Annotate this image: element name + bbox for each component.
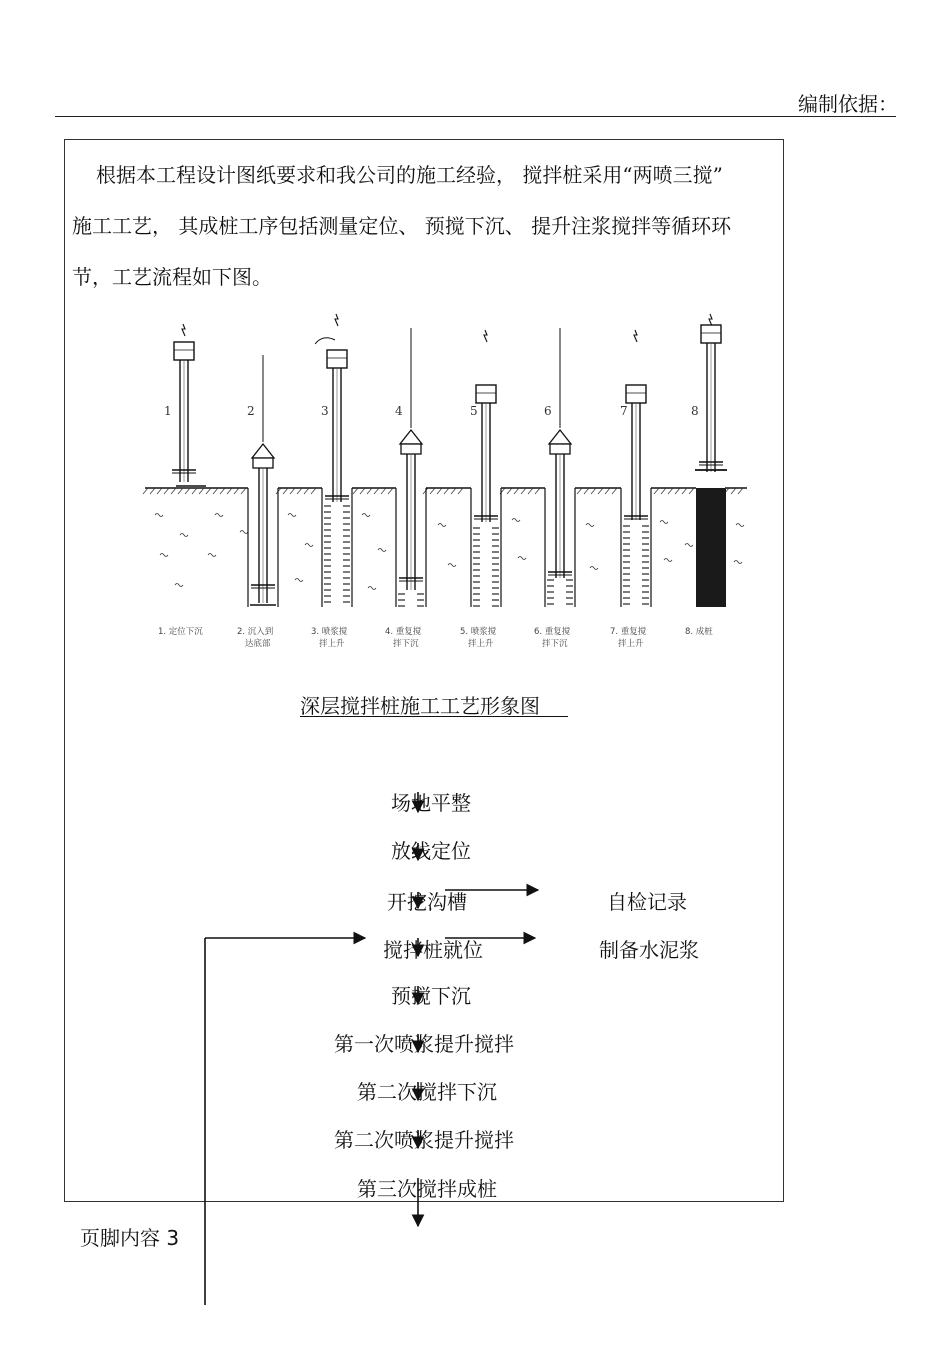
stage-label: 拌上升 [468, 639, 494, 649]
soil-mark [590, 567, 598, 570]
cone-head [400, 430, 422, 444]
soil-mark [685, 544, 693, 547]
ground-hatch [591, 488, 596, 494]
ground-hatch [297, 488, 302, 494]
power-mark [182, 324, 185, 336]
ground-hatch [353, 488, 358, 494]
flow-step-2: 放线定位 [391, 839, 471, 863]
ground-hatch [213, 488, 218, 494]
soil-mark [175, 584, 183, 587]
cone-head [549, 430, 571, 444]
ground-hatch [185, 488, 190, 494]
ground-hatch [451, 488, 456, 494]
ground-hatch [234, 488, 239, 494]
soil-mark [160, 554, 168, 557]
stage-number: 8 [691, 404, 699, 418]
soil-mark [512, 519, 520, 522]
flow-step-3: 开挖沟槽 [387, 890, 467, 914]
ground-hatch [143, 488, 148, 494]
ground-hatch [661, 488, 666, 494]
ground-hatch [381, 488, 386, 494]
soil-mark [288, 514, 296, 517]
stage-label: 7. 重复搅 [610, 627, 647, 637]
stage-label: 3. 喷浆搅 [311, 627, 348, 637]
ground-hatch [199, 488, 204, 494]
ground-hatch [731, 488, 736, 494]
intro-line: 根据本工程设计图纸要求和我公司的施工经验， 搅拌桩采用“两喷三搅” [96, 163, 723, 187]
soil-mark [215, 514, 223, 517]
ground-hatch [507, 488, 512, 494]
ground-hatch [458, 488, 463, 494]
header-rule [55, 116, 896, 117]
soil-mark [438, 524, 446, 527]
cone-head-body [401, 444, 421, 454]
stage-number: 1 [164, 404, 172, 418]
ground-hatch [535, 488, 540, 494]
motor-head [174, 342, 194, 360]
stage-label: 8. 成桩 [685, 627, 713, 637]
power-mark [634, 330, 637, 342]
soil-mark [378, 549, 386, 552]
ground-hatch [437, 488, 442, 494]
ground-hatch [164, 488, 169, 494]
soil-mark [368, 587, 376, 590]
process-diagram [140, 310, 750, 655]
soil-mark [362, 514, 370, 517]
motor-head [476, 385, 496, 403]
stage-label: 拌下沉 [393, 639, 419, 649]
ground-hatch [689, 488, 694, 494]
ground-hatch [227, 488, 232, 494]
ground-hatch [367, 488, 372, 494]
cone-head-body [550, 444, 570, 454]
soil-mark [295, 579, 303, 582]
side-step-cement-slurry: 制备水泥浆 [599, 938, 699, 962]
ground-hatch [241, 488, 246, 494]
cone-head [252, 444, 274, 458]
soil-mark [448, 564, 456, 567]
soil-mark [208, 554, 216, 557]
stage-label: 2. 沉入到 [237, 627, 274, 637]
caption-underline [300, 716, 568, 717]
ground-hatch [654, 488, 659, 494]
ground-hatch [514, 488, 519, 494]
soil-mark [736, 524, 744, 527]
intro-line: 节，工艺流程如下图。 [72, 265, 272, 289]
stage-number: 2 [247, 404, 255, 418]
stage-number: 3 [321, 404, 329, 418]
ground-hatch [290, 488, 295, 494]
ground-hatch [444, 488, 449, 494]
motor-head [701, 325, 721, 343]
stage-number: 7 [620, 404, 628, 418]
stage-label: 达底部 [245, 639, 271, 649]
stage-label: 6. 重复搅 [534, 627, 571, 637]
ground-hatch [150, 488, 155, 494]
ground-hatch [598, 488, 603, 494]
power-mark [709, 314, 712, 326]
ground-hatch [682, 488, 687, 494]
ground-hatch [178, 488, 183, 494]
ground-hatch [171, 488, 176, 494]
ground-hatch [388, 488, 393, 494]
soil-mark [518, 557, 526, 560]
stage-label: 1. 定位下沉 [158, 627, 203, 637]
ground-hatch [612, 488, 617, 494]
flow-step-9: 第三次搅拌成桩 [357, 1177, 497, 1201]
soil-mark [180, 534, 188, 537]
ground-hatch [283, 488, 288, 494]
ground-hatch [577, 488, 582, 494]
ground-hatch [430, 488, 435, 494]
figure-caption: 深层搅拌桩施工工艺形象图 [300, 694, 540, 718]
ground-hatch [521, 488, 526, 494]
soil-mark [240, 531, 248, 534]
stage-label: 4. 重复搅 [385, 627, 422, 637]
ground-hatch [738, 488, 743, 494]
ground-hatch [668, 488, 673, 494]
ground-hatch [605, 488, 610, 494]
intro-paragraph [72, 150, 772, 303]
stage-label: 5. 喷浆搅 [460, 627, 497, 637]
soil-mark [664, 559, 672, 562]
flow-step-8: 第二次喷浆提升搅拌 [334, 1128, 514, 1152]
ground-hatch [220, 488, 225, 494]
flow-step-7: 第二次搅拌下沉 [357, 1080, 497, 1104]
ground-hatch [675, 488, 680, 494]
flow-step-5: 预搅下沉 [391, 984, 471, 1008]
cone-head-body [253, 458, 273, 468]
stage-label: 拌上升 [618, 639, 644, 649]
ground-hatch [311, 488, 316, 494]
side-step-self-check: 自检记录 [607, 890, 687, 914]
soil-mark [155, 514, 163, 517]
flow-step-1: 场地平整 [391, 791, 471, 815]
soil-mark [305, 544, 313, 547]
ground-hatch [374, 488, 379, 494]
stage-number: 5 [470, 404, 478, 418]
power-mark [335, 314, 338, 326]
ground-hatch [157, 488, 162, 494]
ground-hatch [192, 488, 197, 494]
finished-pile [696, 488, 726, 607]
motor-head [626, 385, 646, 403]
ground-hatch [528, 488, 533, 494]
ground-hatch [206, 488, 211, 494]
header-title: 编制依据： [798, 92, 898, 116]
stage-label: 拌上升 [319, 639, 345, 649]
soil-mark [734, 561, 742, 564]
ground-hatch [304, 488, 309, 494]
stage-number: 6 [544, 404, 552, 418]
flow-step-4: 搅拌桩就位 [383, 938, 483, 962]
ground-hatch [584, 488, 589, 494]
footer-text: 页脚内容 3 [80, 1226, 180, 1250]
stage-label: 拌下沉 [542, 639, 568, 649]
soil-mark [586, 524, 594, 527]
flow-step-6: 第一次喷浆提升搅拌 [334, 1032, 514, 1056]
ground-hatch [360, 488, 365, 494]
motor-head [327, 350, 347, 368]
power-mark [484, 330, 487, 342]
hose-line [315, 338, 335, 344]
stage-number: 4 [395, 404, 403, 418]
soil-mark [660, 521, 668, 524]
intro-line: 施工工艺， 其成桩工序包括测量定位、 预搅下沉、 提升注浆搅拌等循环环 [72, 214, 732, 238]
